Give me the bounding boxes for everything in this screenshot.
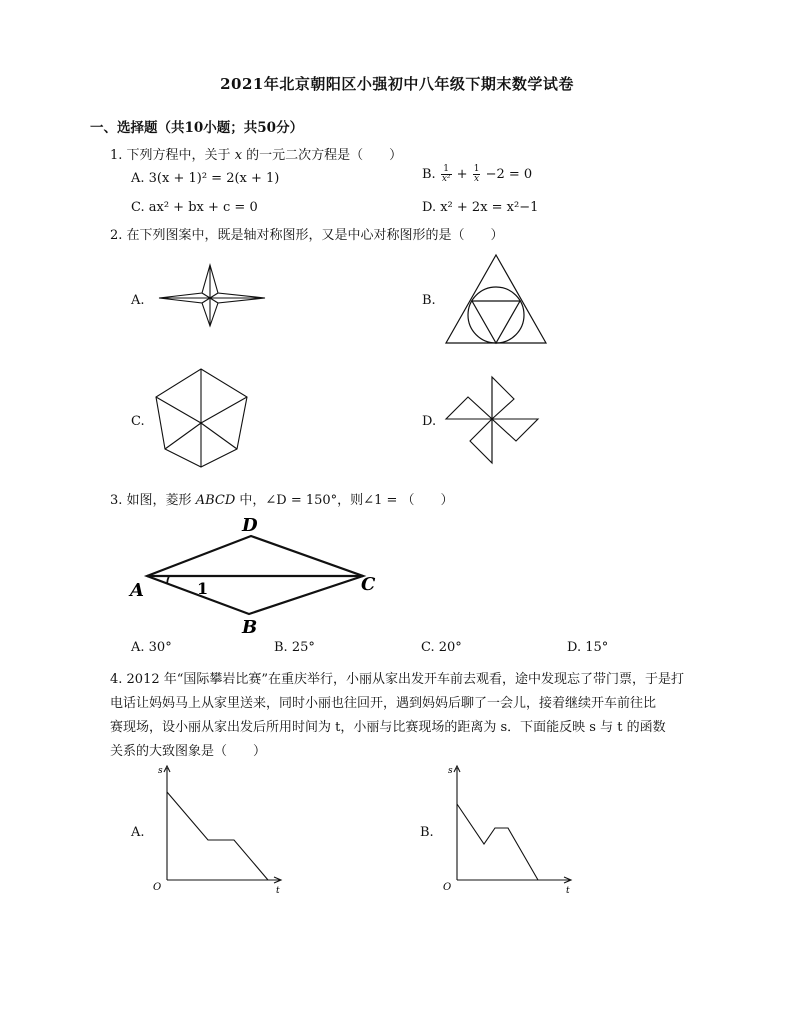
q1-option-a[interactable]: A. 3(x + 1)² = 2(x + 1)	[131, 171, 280, 186]
section-heading: 一、选择题（共10小题；共50分）	[90, 120, 304, 136]
q2-option-b-label[interactable]: B.	[422, 293, 436, 308]
q2-option-c-label[interactable]: C.	[131, 414, 145, 429]
fraction: $\frac{1}{\text{x²}}$	[441, 164, 451, 184]
vertex-c-label: C	[361, 574, 376, 595]
q1-option-c[interactable]: C. ax² + bx + c = 0	[131, 200, 258, 215]
q2-figure-b	[444, 253, 548, 347]
q2-figure-d	[444, 375, 540, 465]
q3-option-b[interactable]: B. 25°	[274, 640, 315, 655]
q2-figure-a	[155, 263, 267, 331]
q3-option-a[interactable]: A. 30°	[131, 640, 172, 655]
origin-label: O	[443, 882, 452, 893]
origin-label: O	[153, 882, 162, 893]
angle-1-label: 1	[197, 579, 209, 598]
question-3-stem: 3. 如图，菱形 ABCD 中，∠D = 150°，则∠1 = （ ）	[110, 493, 454, 508]
question-1-stem: 1. 下列方程中，关于 x 的一元二次方程是（ ）	[110, 148, 403, 163]
question-4-stem: 4. 2012 年“国际攀岩比赛”在重庆举行，小丽从家出发开车前去观看，途中发现忘了带门票，于是打 电话让妈妈马上从家里送来，同时小丽也往回开，遇到妈妈后聊了一会儿，接着继续开车前往比 赛现场，设小丽从家出发后所用时间为 t，小丽与比赛现场的距离为 s．下面能反映 s 与 t 的函数 关系的大致图象是（ ）	[110, 672, 685, 759]
q1-option-b[interactable]: B. $\frac{1}{\text{x²}}$ + $\frac{1}{x}$ −2 = 0	[422, 164, 533, 184]
q4-graph-a	[150, 762, 290, 894]
vertex-b-label: B	[242, 617, 258, 638]
axis-t-label: t	[276, 886, 280, 894]
q4-graph-b	[440, 762, 580, 894]
q4-option-a-label[interactable]: A.	[131, 825, 145, 840]
rhombus-figure	[125, 512, 385, 640]
axis-s-label: s	[158, 766, 163, 776]
q4-option-b-label[interactable]: B.	[420, 825, 434, 840]
q2-figure-c	[153, 367, 249, 469]
q1-option-d[interactable]: D. x² + 2x = x²−1	[422, 200, 539, 215]
q3-option-c[interactable]: C. 20°	[421, 640, 462, 655]
axis-t-label: t	[566, 886, 570, 894]
q2-option-a-label[interactable]: A.	[131, 293, 145, 308]
fraction: $\frac{1}{x}$	[473, 164, 480, 184]
angle-1-arc	[167, 576, 169, 584]
question-2-stem: 2. 在下列图案中，既是轴对称图形，又是中心对称图形的是（ ）	[110, 228, 504, 243]
q2-option-d-label[interactable]: D.	[422, 414, 437, 429]
vertex-a-label: A	[130, 580, 144, 601]
page-title: 2021年北京朝阳区小强初中八年级下期末数学试卷	[220, 75, 574, 93]
axis-s-label: s	[448, 766, 453, 776]
q3-option-d[interactable]: D. 15°	[567, 640, 609, 655]
vertex-d-label: D	[242, 515, 258, 536]
